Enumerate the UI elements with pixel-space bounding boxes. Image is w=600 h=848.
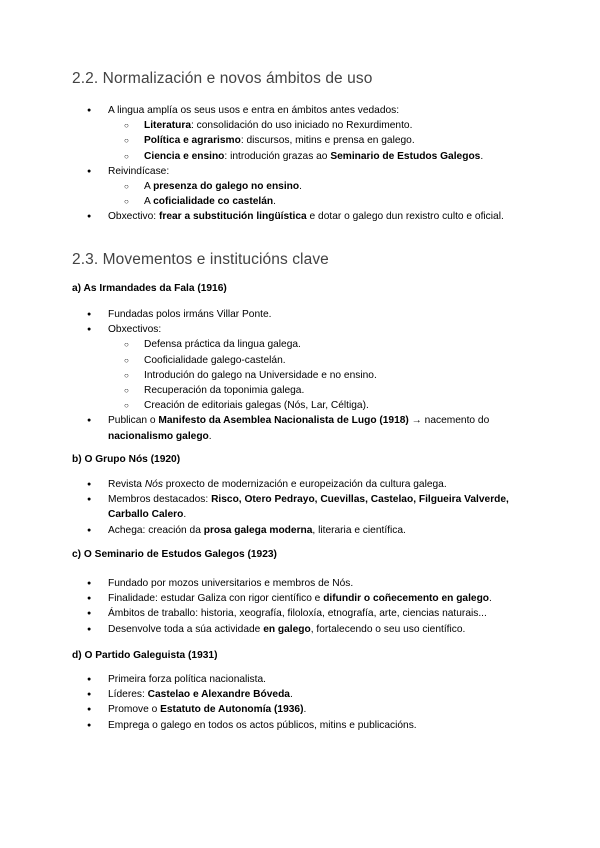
list-subitem: ○ Política e agrarismo: discursos, mitins e prensa en galego. <box>72 133 542 148</box>
subsection-b-list <box>72 477 542 538</box>
list-item: ● Publican o Manifesto da Asemblea Nacionalista de Lugo (1918) → nacemento do nacionalismo galego. <box>72 413 542 443</box>
list-item: ● Achega: creación da prosa galega moderna, literaria e científica. <box>72 523 542 538</box>
list-item: ● Revista Nós proxecto de modernización e europeización da cultura galega. <box>72 477 542 492</box>
list-item: ● A lingua amplía os seus usos e entra en ámbitos antes vedados: <box>72 103 542 118</box>
list-subitem: ○ Recuperación da toponimia galega. <box>72 383 542 398</box>
list-subitem: ○ Ciencia e ensino: introdución grazas ao Seminario de Estudos Galegos. <box>72 149 542 164</box>
list-item: ● Promove o Estatuto de Autonomía (1936). <box>72 702 542 717</box>
list-item: ● Finalidade: estudar Galiza con rigor científico e difundir o coñecemento en galego. <box>72 591 542 606</box>
subsection-heading-d: d) O Partido Galeguista (1931) <box>72 650 218 661</box>
section-2-2-list <box>72 103 542 225</box>
list-subitem: ○ Creación de editoriais galegas (Nós, Lar, Céltiga). <box>72 398 542 413</box>
list-item: ● Obxectivos: <box>72 322 542 337</box>
subsection-c-list <box>72 576 542 637</box>
subsection-heading-b: b) O Grupo Nós (1920) <box>72 454 181 465</box>
list-item: ● Fundado por mozos universitarios e membros de Nós. <box>72 576 542 591</box>
list-subitem: ○ Literatura: consolidación do uso iniciado no Rexurdimento. <box>72 118 542 133</box>
list-item: ● Obxectivo: frear a substitución lingüística e dotar o galego dun rexistro culto e oficial. <box>72 209 542 224</box>
list-subitem: ○ Cooficialidade galego-castelán. <box>72 353 542 368</box>
section-heading-2-2: 2.2. Normalización e novos ámbitos de uso <box>72 70 373 87</box>
list-item: ● Ámbitos de traballo: historia, xeografía, filoloxía, etnografía, arte, ciencias naturais... <box>72 606 542 621</box>
section-heading-2-3: 2.3. Movementos e institucións clave <box>72 251 329 268</box>
subsection-heading-a: a) As Irmandades da Fala (1916) <box>72 283 227 294</box>
list-item: ● Membros destacados: Risco, Otero Pedrayo, Cuevillas, Castelao, Filgueira Valverde, Carballo Calero. <box>72 492 542 522</box>
list-item: ● Primeira forza política nacionalista. <box>72 672 542 687</box>
list-item: ● Líderes: Castelao e Alexandre Bóveda. <box>72 687 542 702</box>
list-item: ● Desenvolve toda a súa actividade en galego, fortalecendo o seu uso científico. <box>72 622 542 637</box>
list-subitem: ○ Introdución do galego na Universidade e no ensino. <box>72 368 542 383</box>
subsection-a-list <box>72 307 542 444</box>
list-item: ● Fundadas polos irmáns Villar Ponte. <box>72 307 542 322</box>
subsection-d-list <box>72 672 542 733</box>
list-item: ● Emprega o galego en todos os actos públicos, mitins e publicacións. <box>72 718 542 733</box>
list-subitem: ○ Defensa práctica da lingua galega. <box>72 337 542 352</box>
list-subitem: ○ A coficialidade co castelán. <box>72 194 542 209</box>
list-subitem: ○ A presenza do galego no ensino. <box>72 179 542 194</box>
subsection-heading-c: c) O Seminario de Estudos Galegos (1923) <box>72 549 277 560</box>
list-item: ● Reivindícase: <box>72 164 542 179</box>
